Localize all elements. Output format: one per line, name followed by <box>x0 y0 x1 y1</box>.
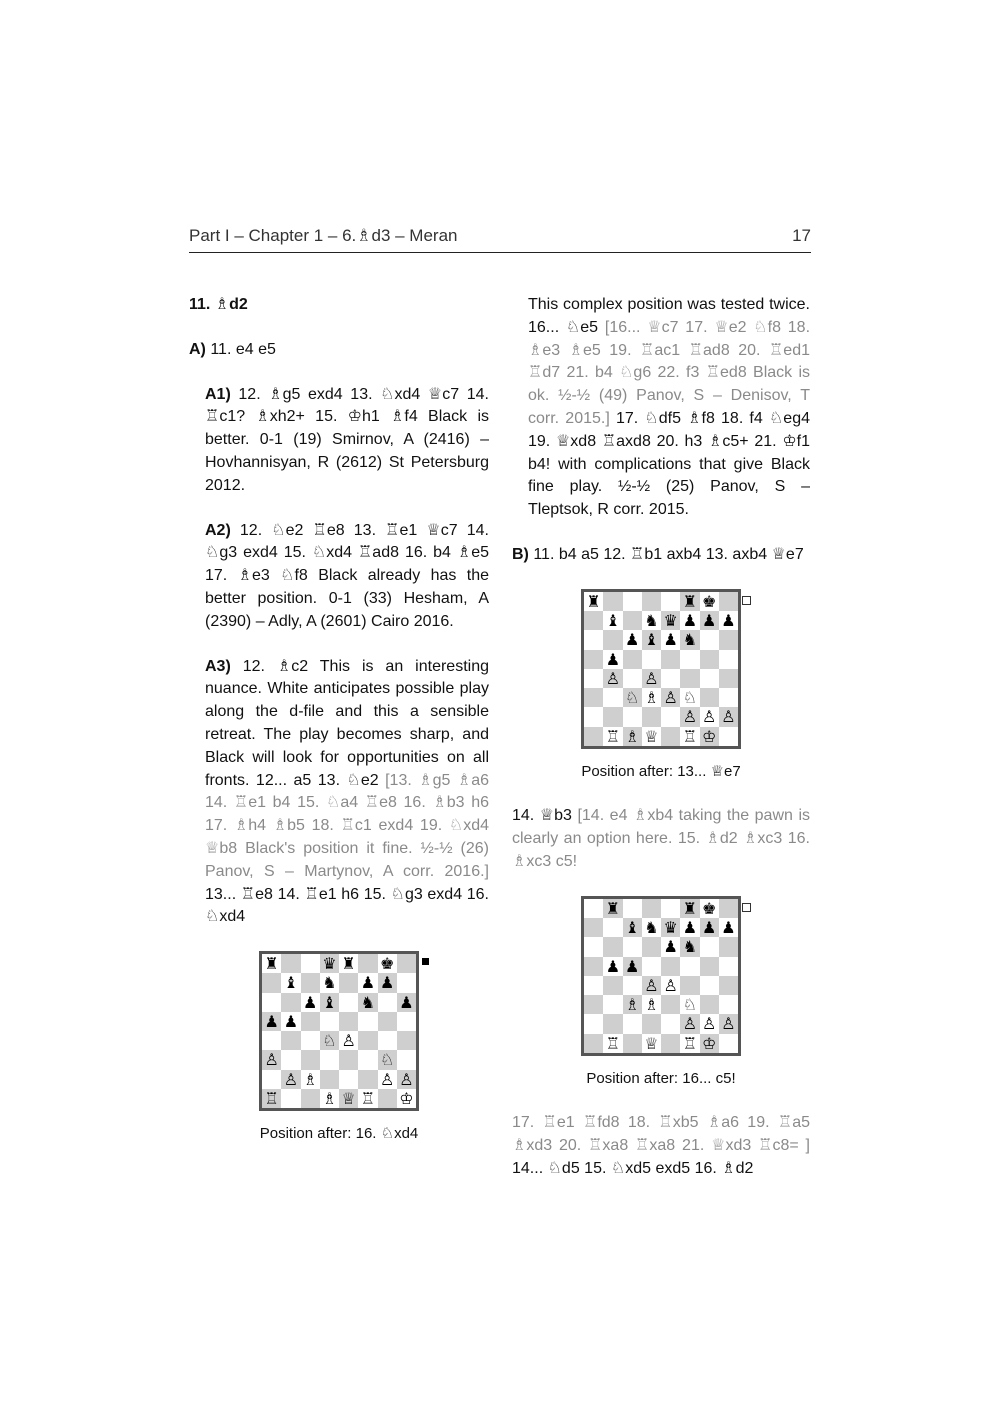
board-square-h4 <box>719 976 738 995</box>
board-square-b4 <box>603 976 622 995</box>
board-square-a6 <box>584 630 603 649</box>
chess-piece: ♔ <box>399 1088 414 1108</box>
board-square-a1 <box>584 1034 603 1053</box>
board-square-b3 <box>603 995 622 1014</box>
board-square-g6 <box>700 937 719 956</box>
board-square-a4 <box>262 1031 281 1050</box>
chess-piece: ♟ <box>605 649 621 669</box>
board-square-a4 <box>584 669 603 688</box>
board-square-d3 <box>320 1050 339 1069</box>
line-a2: A2) 12. ♘e2 ♖e8 13. ♖e1 ♕c7 14. ♘g3 exd4 15. ♘xd4 ♖ad8 16. b4 ♗e5 17. ♗e3 ♘f8 Black already has the better position. 0-1 (33) Hesham, A (2390) – Adly, A (2601) Cairo 2016. <box>205 521 489 630</box>
board-square-g6 <box>378 993 397 1012</box>
chess-piece: ♘ <box>379 1050 395 1070</box>
chess-piece: ♙ <box>605 668 621 688</box>
board-square-e2 <box>661 707 680 726</box>
board-square-b8 <box>281 954 300 973</box>
board-square-e8 <box>661 899 680 918</box>
board-square-c3 <box>301 1050 320 1069</box>
chess-piece: ♕ <box>644 1033 659 1053</box>
board-square-c5 <box>623 650 642 669</box>
board-square-g3 <box>700 688 719 707</box>
board-square-g6 <box>700 630 719 649</box>
board-square-a2 <box>584 707 603 726</box>
board-square-h4 <box>397 1031 416 1050</box>
board-square-h8 <box>719 899 738 918</box>
chess-piece: ♗ <box>302 1069 318 1089</box>
chess-piece: ♞ <box>322 973 337 993</box>
board-square-c7 <box>301 973 320 992</box>
chess-piece: ♔ <box>701 726 717 746</box>
board-square-e3 <box>661 995 680 1014</box>
paragraph-continuation: 17. ♖e1 ♖fd8 18. ♖xb5 ♗a6 19. ♖a5 ♗xd3 20. ♖xa8 ♖xa8 21. ♕xd3 ♖c8= ] 14... ♘d5 15. ♘xd5 exd5 16. ♗d2 <box>512 1114 810 1177</box>
variation-text: [13. ♗g5 ♗a6 14. ♖e1 b4 15. ♘a4 ♖e8 16. ♗b3 h6 17. ♗h4 ♗b5 18. ♖c1 exd4 19. ♘xd4 ♕b8 Black's position it fine. ½-½ (26) Panov, S – Martynov, A corr. 2016.] <box>205 771 490 880</box>
board-square-h1 <box>719 1034 738 1053</box>
chess-piece: ♙ <box>264 1050 279 1070</box>
chess-piece: ♞ <box>360 992 376 1012</box>
chess-piece: ♟ <box>360 973 376 993</box>
chess-piece: ♙ <box>663 688 678 708</box>
chess-piece: ♖ <box>605 726 621 746</box>
board-square-e3 <box>339 1050 358 1069</box>
chess-piece: ♔ <box>701 1033 717 1053</box>
page-number: 17 <box>792 226 811 245</box>
diagram-block <box>512 896 810 1091</box>
right-column <box>512 294 810 1181</box>
chess-piece: ♙ <box>283 1069 299 1089</box>
board-square-f5 <box>358 1012 377 1031</box>
board-square-h4 <box>719 669 738 688</box>
board-square-d8 <box>642 592 661 611</box>
chess-diagram <box>259 951 419 1111</box>
chess-piece: ♟ <box>721 611 736 631</box>
board-square-a5 <box>584 650 603 669</box>
running-header <box>189 226 811 253</box>
board-square-e5 <box>339 1012 358 1031</box>
board-square-f3 <box>358 1050 377 1069</box>
chess-piece: ♘ <box>322 1031 337 1051</box>
chess-piece: ♟ <box>399 992 414 1012</box>
board-square-c4 <box>623 669 642 688</box>
board-square-g5 <box>700 957 719 976</box>
board-square-c5 <box>301 1012 320 1031</box>
board-square-a3 <box>584 995 603 1014</box>
diagram-block <box>512 589 810 784</box>
chess-piece: ♟ <box>721 918 736 937</box>
board-square-h6 <box>719 630 738 649</box>
board-square-b2 <box>603 1014 622 1033</box>
chess-piece: ♘ <box>682 688 698 708</box>
chess-piece: ♚ <box>701 591 717 611</box>
line-a3: A3) 12. ♗c2 This is an interesting nuance. White anticipates possible play along the d-file and this a sensible retreat. The play becomes sharp, and Black will look for opportunities on all fronts. 12... a5 13. ♘e2 [13. ♗g5 ♗a6 14. ♖e1 b4 15. ♘a4 ♖e8 16. ♗b3 h6 17. ♗h4 ♗b5 18. ♖c1 exd4 19. ♘xd4 ♕b8 Black's position it fine. ½-½ (26) Panov, S – Martynov, A corr. 2016.] 13... ♖e8 14. ♖e1 h6 15. ♘g3 exd4 16. ♘xd4 <box>205 657 490 926</box>
board-square-b1 <box>281 1089 300 1108</box>
board-square-b8 <box>603 592 622 611</box>
board-square-a5 <box>584 957 603 976</box>
board-square-g3 <box>700 995 719 1014</box>
board-square-h3 <box>719 688 738 707</box>
board-square-e2 <box>339 1070 358 1089</box>
variation-text: 17. ♖e1 ♖fd8 18. ♖xb5 ♗a6 19. ♖a5 ♗xd3 20. ♖xa8 ♖xa8 21. ♕xd3 ♖c8= ] <box>512 1114 810 1155</box>
board-square-h1 <box>719 727 738 746</box>
diagram-block <box>189 951 489 1146</box>
board-square-a7 <box>262 973 281 992</box>
chess-piece: ♛ <box>663 918 678 937</box>
board-square-d6 <box>642 937 661 956</box>
board-square-f4 <box>680 976 699 995</box>
diagram-caption: Position after: 16. ♘xd4 <box>259 1124 419 1142</box>
board-square-e6 <box>339 993 358 1012</box>
board-square-c1 <box>301 1089 320 1108</box>
board-square-f4 <box>358 1031 377 1050</box>
diagram-caption: Position after: 16... c5! <box>586 1069 736 1087</box>
board-square-f8 <box>358 954 377 973</box>
chess-piece: ♙ <box>663 975 678 995</box>
chess-piece: ♞ <box>644 611 659 631</box>
chess-piece: ♟ <box>701 918 717 937</box>
chess-piece: ♖ <box>360 1088 376 1108</box>
board-square-b4 <box>281 1031 300 1050</box>
chapter-title: Part I – Chapter 1 – 6.♗d3 – Meran <box>189 226 458 245</box>
section-heading: 11. ♗d2 <box>189 296 248 313</box>
chess-piece: ♟ <box>264 1011 279 1031</box>
board-square-h3 <box>397 1050 416 1069</box>
chess-piece: ♙ <box>379 1069 395 1089</box>
chess-piece: ♙ <box>644 668 659 688</box>
chess-diagram <box>581 589 741 749</box>
board-square-e4 <box>661 669 680 688</box>
chess-piece: ♙ <box>682 707 698 727</box>
board-square-e1 <box>661 727 680 746</box>
chess-piece: ♙ <box>341 1031 356 1051</box>
board-square-h8 <box>397 954 416 973</box>
left-column <box>189 294 489 1146</box>
board-square-h7 <box>397 973 416 992</box>
paragraph-complex: This complex position was tested twice. 16... ♘e5 [16... ♕c7 17. ♕e2 ♘f8 18. ♗e3 ♗e5 19. ♖ac1 ♖ad8 20. ♖ed1 ♖d7 21. b4 ♘g6 22. f3 ♖ed8 Black is ok. ½-½ (49) Panov, S – Denisov, T corr. 2015.] 17. ♘df5 ♗f8 18. f4 ♘eg4 19. ♕xd8 ♖axd8 20. h3 ♗c5+ 21. ♔f1 b4! with complications that give Black fine play. ½-½ (25) Panov, S – Tleptsok, R corr. 2015. <box>528 296 811 519</box>
chess-piece: ♟ <box>283 1011 299 1031</box>
board-square-d2 <box>320 1070 339 1089</box>
board-square-d8 <box>642 899 661 918</box>
chess-piece: ♚ <box>379 954 395 974</box>
chess-piece: ♞ <box>644 918 659 937</box>
board-square-g1 <box>378 1089 397 1108</box>
variation-text: [14. e4 ♗xb4 taking the pawn is clearly an option here. 15. ♗d2 ♗xc3 16. ♗xc3 c5! <box>512 807 810 870</box>
to-move-indicator <box>742 596 751 605</box>
line-b: B) 11. b4 a5 12. ♖b1 axb4 13. axb4 ♕e7 <box>512 545 804 563</box>
chess-piece: ♟ <box>682 918 698 937</box>
board-square-a7 <box>584 611 603 630</box>
chess-piece: ♘ <box>624 688 640 708</box>
chess-piece: ♗ <box>624 995 640 1014</box>
to-move-indicator <box>742 903 751 912</box>
chess-piece: ♙ <box>644 975 659 995</box>
board-square-e2 <box>661 1014 680 1033</box>
board-square-g5 <box>700 650 719 669</box>
board-square-c4 <box>301 1031 320 1050</box>
chess-piece: ♙ <box>721 1014 736 1034</box>
board-square-a6 <box>262 993 281 1012</box>
chess-piece: ♜ <box>341 954 356 974</box>
board-square-b6 <box>603 630 622 649</box>
chess-piece: ♟ <box>624 956 640 976</box>
chess-piece: ♟ <box>624 630 640 650</box>
board-square-f5 <box>680 957 699 976</box>
chess-piece: ♖ <box>605 1033 621 1053</box>
board-square-c6 <box>623 937 642 956</box>
diagram-caption: Position after: 13... ♕e7 <box>581 762 741 780</box>
board-square-d5 <box>642 650 661 669</box>
board-square-g4 <box>700 976 719 995</box>
chess-piece: ♚ <box>701 898 717 918</box>
chess-piece: ♟ <box>302 992 318 1012</box>
chess-piece: ♜ <box>264 954 279 974</box>
board-square-a4 <box>584 976 603 995</box>
board-square-g4 <box>378 1031 397 1050</box>
chess-piece: ♜ <box>682 898 698 918</box>
board-square-b7 <box>603 918 622 937</box>
board-square-h3 <box>719 995 738 1014</box>
chess-piece: ♗ <box>644 688 659 708</box>
board-square-a3 <box>584 688 603 707</box>
chess-piece: ♕ <box>341 1088 356 1108</box>
chess-piece: ♝ <box>605 611 621 631</box>
chess-piece: ♖ <box>264 1088 279 1108</box>
board-square-d2 <box>642 707 661 726</box>
board-square-g4 <box>700 669 719 688</box>
chess-piece: ♟ <box>605 956 621 976</box>
board-square-e5 <box>661 650 680 669</box>
chess-piece: ♗ <box>322 1088 337 1108</box>
chess-piece: ♙ <box>399 1069 414 1089</box>
board-square-a2 <box>262 1070 281 1089</box>
chess-piece: ♟ <box>701 611 717 631</box>
chess-piece: ♛ <box>663 611 678 631</box>
chess-piece: ♞ <box>682 630 698 650</box>
board-square-h8 <box>719 592 738 611</box>
board-square-c8 <box>301 954 320 973</box>
board-square-f4 <box>680 669 699 688</box>
chess-piece: ♟ <box>663 630 678 650</box>
chess-piece: ♟ <box>682 611 698 631</box>
chess-piece: ♘ <box>682 995 698 1014</box>
line-a1: A1) 12. ♗g5 exd4 13. ♘xd4 ♕c7 14. ♖c1? ♗xh2+ 15. ♔h1 ♗f4 Black is better. 0-1 (19) Smirnov, A (2416) – Hovhannisyan, R (2612) St Petersburg 2012. <box>205 385 489 494</box>
board-square-h5 <box>719 957 738 976</box>
board-square-b6 <box>603 937 622 956</box>
board-square-c8 <box>623 592 642 611</box>
board-square-h6 <box>719 937 738 956</box>
chess-piece: ♙ <box>701 707 717 727</box>
board-square-b2 <box>603 707 622 726</box>
board-square-c7 <box>623 611 642 630</box>
board-square-f2 <box>358 1070 377 1089</box>
chess-piece: ♝ <box>624 918 640 937</box>
board-square-c8 <box>623 899 642 918</box>
board-square-c4 <box>623 976 642 995</box>
chess-piece: ♙ <box>682 1014 698 1034</box>
board-square-a6 <box>584 937 603 956</box>
chess-diagram <box>581 896 741 1056</box>
board-square-e1 <box>661 1034 680 1053</box>
board-square-c1 <box>623 1034 642 1053</box>
board-square-e8 <box>661 592 680 611</box>
board-square-c2 <box>623 1014 642 1033</box>
board-square-b3 <box>281 1050 300 1069</box>
chess-piece: ♝ <box>322 992 337 1012</box>
board-square-b6 <box>281 993 300 1012</box>
chess-piece: ♗ <box>624 726 640 746</box>
variation-text: [16... ♕c7 17. ♕e2 ♘f8 18. ♗e3 ♗e5 19. ♖ac1 ♖ad8 20. ♖ed1 ♖d7 21. b4 ♘g6 22. f3 ♖ed8 Black is ok. ½-½ (49) Panov, S – Denisov, T corr. 2015.] <box>528 318 811 427</box>
board-square-h5 <box>397 1012 416 1031</box>
board-square-c2 <box>623 707 642 726</box>
chess-piece: ♜ <box>586 591 601 611</box>
chess-piece: ♞ <box>682 937 698 957</box>
line-a: A) 11. e4 e5 <box>189 340 276 358</box>
board-square-h5 <box>719 650 738 669</box>
chess-piece: ♛ <box>322 954 337 974</box>
board-square-a7 <box>584 918 603 937</box>
board-square-d5 <box>320 1012 339 1031</box>
chess-piece: ♟ <box>379 973 395 993</box>
board-square-f5 <box>680 650 699 669</box>
chess-piece: ♙ <box>701 1014 717 1034</box>
chess-piece: ♕ <box>644 726 659 746</box>
paragraph-qb3: 14. ♕b3 [14. e4 ♗xb4 taking the pawn is clearly an option here. 15. ♗d2 ♗xc3 16. ♗xc3 c5! <box>512 807 810 870</box>
chess-piece: ♖ <box>682 726 698 746</box>
chess-piece: ♗ <box>644 995 659 1014</box>
board-square-b3 <box>603 688 622 707</box>
chess-piece: ♝ <box>283 973 299 993</box>
chess-piece: ♖ <box>682 1033 698 1053</box>
board-square-a1 <box>584 727 603 746</box>
chess-piece: ♜ <box>605 898 621 918</box>
board-square-e7 <box>339 973 358 992</box>
board-square-g5 <box>378 1012 397 1031</box>
chess-piece: ♟ <box>663 937 678 957</box>
chess-piece: ♝ <box>644 630 659 650</box>
board-square-a8 <box>584 899 603 918</box>
board-square-d2 <box>642 1014 661 1033</box>
board-square-a2 <box>584 1014 603 1033</box>
to-move-indicator <box>422 958 429 965</box>
chess-piece: ♙ <box>721 707 736 727</box>
chess-piece: ♜ <box>682 591 698 611</box>
board-square-d5 <box>642 957 661 976</box>
board-square-e5 <box>661 957 680 976</box>
